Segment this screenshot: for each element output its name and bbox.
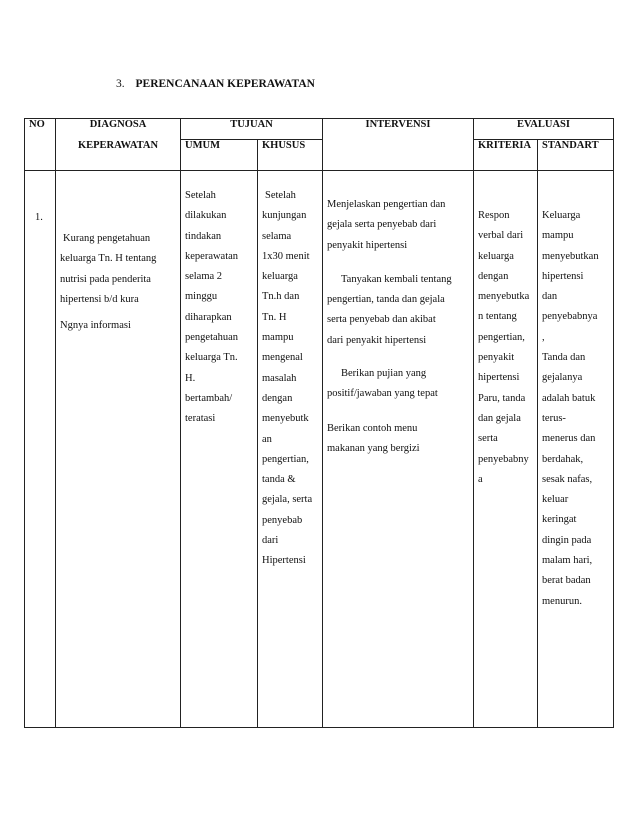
kriteria-line: penyakit xyxy=(478,352,515,364)
khusus-line: menyebutk xyxy=(262,413,309,425)
khusus-line: selama xyxy=(262,230,292,242)
section-title: PERENCANAAN KEPERAWATAN xyxy=(135,78,315,90)
standart-line: adalah batuk xyxy=(542,392,596,404)
umum-line: teratasi xyxy=(185,413,216,425)
umum-line: Setelah xyxy=(185,190,216,201)
header-intervensi-cont xyxy=(323,140,474,171)
umum-line: H. xyxy=(185,372,196,384)
header-khusus: KHUSUS xyxy=(258,140,323,171)
khusus-line: an xyxy=(262,433,272,445)
standart-line: menerus dan xyxy=(542,433,596,445)
intervensi-line: positif/jawaban yang tepat xyxy=(327,388,438,400)
standart-line: keringat xyxy=(542,514,577,526)
standart-line: terus- xyxy=(542,412,566,424)
header-standart: STANDART xyxy=(538,140,614,171)
khusus-line: dengan xyxy=(262,392,293,404)
standart-line: keluar xyxy=(542,494,569,506)
kriteria-line: penyebabny xyxy=(478,453,529,465)
intervensi-line: Tanyakan kembali tentang xyxy=(341,273,452,285)
intervensi-line: serta penyebab dan akibat xyxy=(327,314,436,326)
diagnosa-line: Kurang pengetahuan xyxy=(63,233,151,244)
standart-line: dan xyxy=(542,291,558,303)
standart-line: gejalanya xyxy=(542,372,583,384)
header-row-top xyxy=(25,119,614,140)
khusus-line: penyebab xyxy=(262,514,303,526)
umum-line: diharapkan xyxy=(185,311,232,323)
khusus-line: dari xyxy=(262,535,279,547)
standart-line: , xyxy=(542,331,545,343)
khusus-line: Tn.h dan xyxy=(262,291,300,303)
header-umum: UMUM xyxy=(181,140,258,171)
khusus-line: keluarga xyxy=(262,271,298,283)
khusus-line: pengertian, xyxy=(262,453,309,465)
cell-standart xyxy=(538,171,614,728)
khusus-line: masalah xyxy=(262,372,297,384)
header-tujuan: TUJUAN xyxy=(181,119,323,140)
standart-line: berat badan xyxy=(542,575,591,587)
cell-intervensi xyxy=(323,171,474,728)
umum-line: pengetahuan xyxy=(185,332,239,344)
khusus-line: kunjungan xyxy=(262,210,307,222)
intervensi-line: gejala serta penyebab dari xyxy=(327,219,437,231)
standart-line: sesak nafas, xyxy=(542,473,593,485)
khusus-line: Hipertensi xyxy=(262,555,306,567)
diagnosa-line: nutrisi pada penderita xyxy=(60,273,151,285)
standart-line: malam hari, xyxy=(542,555,593,567)
header-no-cont xyxy=(25,140,56,171)
cell-khusus xyxy=(258,171,323,728)
header-diagnosa-line1: DIAGNOSA xyxy=(56,119,181,140)
standart-line: hipertensi xyxy=(542,270,584,282)
standart-line: Keluarga xyxy=(542,210,581,221)
header-kriteria: KRITERIA xyxy=(474,140,538,171)
khusus-line: Tn. H xyxy=(262,311,287,323)
kriteria-line: n tentang xyxy=(478,311,517,323)
header-diagnosa-line2: KEPERAWATAN xyxy=(56,140,181,171)
standart-line: Tanda dan xyxy=(542,352,586,364)
header-evaluasi: EVALUASI xyxy=(474,119,614,140)
umum-line: minggu xyxy=(185,291,218,303)
umum-line: tindakan xyxy=(185,230,222,242)
cell-umum xyxy=(181,171,258,728)
row-number: 1. xyxy=(35,212,43,223)
khusus-line: Setelah xyxy=(265,190,296,201)
standart-line: menyebutkan xyxy=(542,250,599,262)
khusus-line: tanda & xyxy=(262,474,296,486)
header-intervensi: INTERVENSI xyxy=(323,119,474,140)
khusus-line: 1x30 menit xyxy=(262,250,310,262)
cell-no xyxy=(25,171,56,728)
intervensi-line: Berikan contoh menu xyxy=(327,422,418,434)
umum-line: dilakukan xyxy=(185,210,227,222)
header-no: NO xyxy=(25,119,56,140)
kriteria-line: Paru, tanda xyxy=(478,392,526,404)
header-row-sub xyxy=(25,140,614,171)
kriteria-line: a xyxy=(478,473,483,485)
table-row xyxy=(25,171,614,728)
kriteria-line: hipertensi xyxy=(478,372,520,384)
intervensi-line: pengertian, tanda dan gejala xyxy=(327,294,445,306)
kriteria-line: menyebutka xyxy=(478,291,530,303)
kriteria-line: verbal dari xyxy=(478,230,524,242)
standart-line: menurun. xyxy=(542,595,582,607)
cell-diagnosa xyxy=(56,171,181,728)
standart-line: berdahak, xyxy=(542,453,584,465)
standart-line: dingin pada xyxy=(542,534,592,546)
kriteria-line: Respon xyxy=(478,210,510,221)
intervensi-line: Menjelaskan pengertian dan xyxy=(327,199,446,210)
kriteria-line: serta xyxy=(478,433,498,445)
kriteria-line: pengertian, xyxy=(478,331,525,343)
intervensi-line: Berikan pujian yang xyxy=(341,368,427,380)
umum-line: selama 2 xyxy=(185,271,223,283)
nursing-plan-table xyxy=(24,118,614,728)
intervensi-line: dari penyakit hipertensi xyxy=(327,334,427,346)
diagnosa-line: Ngnya informasi xyxy=(60,320,131,332)
kriteria-line: dengan xyxy=(478,270,509,282)
khusus-line: mampu xyxy=(262,332,294,344)
khusus-line: gejala, serta xyxy=(262,494,313,506)
section-number: 3. xyxy=(116,78,125,90)
khusus-line: mengenal xyxy=(262,352,303,364)
umum-line: keperawatan xyxy=(185,250,239,262)
standart-line: penyebabnya xyxy=(542,311,598,323)
diagnosa-line: hipertensi b/d kura xyxy=(60,293,139,305)
intervensi-line: penyakit hipertensi xyxy=(327,239,408,251)
umum-line: keluarga Tn. xyxy=(185,352,238,364)
umum-line: bertambah/ xyxy=(185,392,233,404)
kriteria-line: keluarga xyxy=(478,250,514,262)
cell-kriteria xyxy=(474,171,538,728)
diagnosa-line: keluarga Tn. H tentang xyxy=(60,253,157,265)
kriteria-line: dan gejala xyxy=(478,412,521,424)
standart-line: mampu xyxy=(542,230,574,242)
intervensi-line: makanan yang bergizi xyxy=(327,442,420,454)
section-heading xyxy=(116,78,315,90)
